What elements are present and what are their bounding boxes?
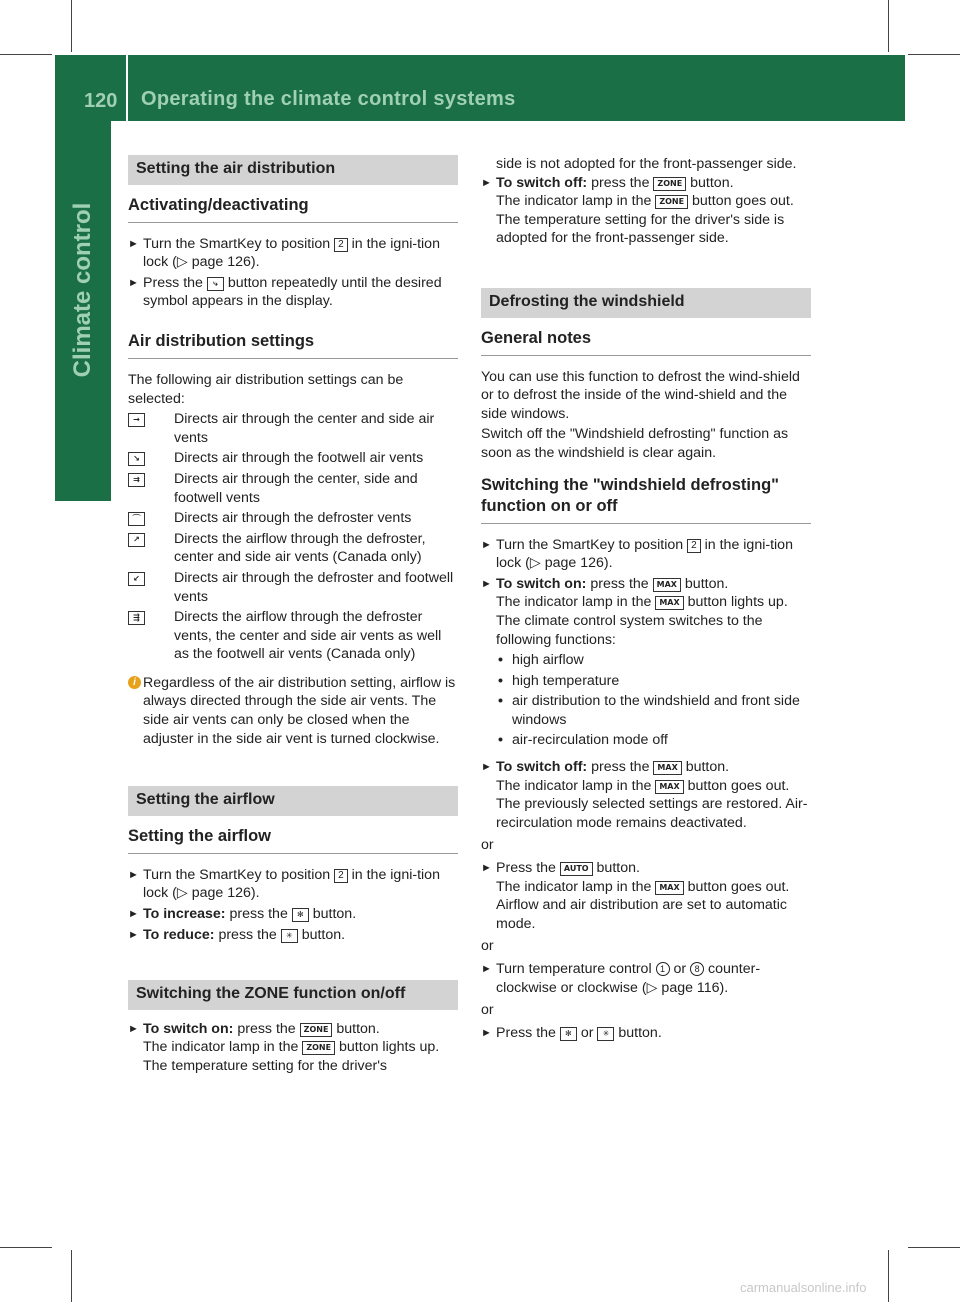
all-vents-icon: ⇶	[128, 611, 145, 625]
bullet-item: • air distribution to the windshield and front side windows	[498, 693, 800, 728]
watermark: carmanualsonline.info	[740, 1280, 867, 1295]
control-number-icon: 1	[656, 962, 670, 976]
step: ► To reduce: press the ✳ button.	[128, 926, 346, 943]
defroster-footwell-vents-icon: ↙	[128, 572, 145, 586]
subheading-general-notes: General notes	[481, 328, 811, 356]
max-defrost-icon: MAX	[655, 596, 683, 610]
step: ► To switch off: press the MAX button. The indicator lamp in the MAX button goes out. The previously selected settings are restored. Air-recirculation mode remains deactivated.	[481, 759, 808, 831]
section-title-airflow: Setting the airflow	[128, 786, 458, 816]
info-icon: i	[128, 676, 141, 689]
intro-text: The following air distribution settings can be selected:	[128, 371, 404, 407]
crop-mark	[888, 0, 889, 52]
crop-mark	[71, 0, 72, 52]
control-number-icon: 8	[690, 962, 704, 976]
defroster-center-vents-icon: ↗	[128, 533, 145, 547]
step: ► To switch off: press the ZONE button. The indicator lamp in the ZONE button goes out. The temperature setting for the driver's side is adopted for the front-passenger side.	[481, 174, 794, 247]
zone-icon: ZONE	[653, 177, 686, 191]
arrow-icon: ►	[128, 276, 139, 289]
key-position-icon: 2	[334, 238, 348, 252]
step: ► To switch on: press the MAX button. The indicator lamp in the MAX button lights up. The climate control system switches to the following functions:	[481, 575, 788, 648]
distribution-item: → Directs air through the center and side air vents	[128, 410, 458, 447]
step: ► Turn the SmartKey to position 2 in the igni-tion lock (▷ page 126).	[128, 866, 440, 902]
crop-mark	[0, 1247, 52, 1248]
max-defrost-icon: MAX	[653, 761, 681, 775]
fan-down-icon: ✳	[597, 1027, 614, 1041]
distribution-item: ↗ Directs the airflow through the defroster, center and side air vents (Canada only)	[128, 530, 458, 567]
or-text: or	[481, 1002, 494, 1019]
step: ► Turn the SmartKey to position 2 in the igni-tion lock (▷ page 126).	[128, 235, 440, 271]
arrow-icon: ►	[128, 237, 139, 250]
header-separator	[126, 55, 128, 121]
section-title-defrost: Defrosting the windshield	[481, 288, 811, 318]
zone-icon: ZONE	[300, 1023, 333, 1037]
paragraph: Switch off the "Windshield defrosting" function as soon as the windshield is clear again.	[481, 426, 789, 461]
distribution-item: ↘ Directs air through the footwell air vents	[128, 449, 458, 468]
step: ► Press the ✻ or ✳ button.	[481, 1024, 662, 1041]
center-side-vents-icon: →	[128, 413, 145, 427]
defroster-vents-icon: ⌒	[128, 512, 145, 526]
subheading-setting-airflow: Setting the airflow	[128, 826, 458, 854]
step: ► Turn temperature control 1 or 8 counter-clockwise or clockwise (▷ page 116).	[481, 961, 761, 996]
left-column	[128, 155, 458, 1078]
continued-text: side is not adopted for the front-passenger side.	[496, 156, 797, 172]
distribution-item: ⇉ Directs air through the center, side and footwell vents	[128, 470, 458, 507]
step: ► Press the AUTO button. The indicator lamp in the MAX button goes out. Airflow and air distribution are set to automatic mode.	[481, 860, 790, 932]
max-defrost-icon: MAX	[655, 881, 683, 895]
crop-mark	[888, 1250, 889, 1302]
zone-icon: ZONE	[655, 195, 688, 209]
crop-mark	[908, 54, 960, 55]
distribution-item: ↙ Directs air through the defroster and footwell vents	[128, 569, 458, 606]
step: ► Press the ⤷ button repeatedly until the desired symbol appears in the display.	[128, 274, 442, 310]
subheading-windshield-defrosting: Switching the "windshield defrosting" function on or off	[481, 475, 811, 524]
right-column	[481, 155, 811, 1044]
arrow-icon: ►	[481, 862, 492, 875]
distribution-item: ⇶ Directs the airflow through the defroster vents, the center and side air vents as well as the footwell air vents (Canada only)	[128, 608, 458, 664]
max-defrost-icon: MAX	[653, 578, 681, 592]
subheading-air-distribution-settings: Air distribution settings	[128, 331, 458, 359]
fan-down-icon: ✳	[281, 929, 298, 943]
zone-icon: ZONE	[302, 1041, 335, 1055]
arrow-icon: ►	[481, 176, 492, 189]
crop-mark	[908, 1247, 960, 1248]
bullet-item: • high airflow	[498, 652, 584, 669]
arrow-icon: ►	[481, 538, 492, 551]
or-text: or	[481, 837, 494, 854]
max-defrost-icon: MAX	[655, 780, 683, 794]
subheading-activating: Activating/deactivating	[128, 195, 458, 223]
paragraph: You can use this function to defrost the wind-shield or to defrost the inside of the wind-shield and the side windows.	[481, 368, 800, 422]
arrow-icon: ►	[481, 1026, 492, 1039]
center-footwell-vents-icon: ⇉	[128, 473, 145, 487]
bullet-item: • high temperature	[498, 672, 620, 689]
arrow-icon: ►	[481, 963, 492, 975]
step: ► To switch on: press the ZONE button. The indicator lamp in the ZONE button lights up. The temperature setting for the driver's	[128, 1020, 440, 1074]
arrow-icon: ►	[128, 1022, 139, 1035]
side-tab-label: Climate control	[69, 202, 96, 378]
crop-mark	[71, 1250, 72, 1302]
arrow-icon: ►	[481, 761, 492, 774]
key-position-icon: 2	[687, 539, 701, 553]
info-note: i Regardless of the air distribution setting, airflow is always directed through the side air vents. The side air vents can only be closed when the adjuster in the side air vent is turned clockwise.	[128, 674, 458, 748]
distribution-item: ⌒ Directs air through the defroster vents	[128, 509, 458, 528]
footwell-vents-icon: ↘	[128, 452, 145, 466]
auto-icon: AUTO	[560, 862, 593, 876]
step: ► To increase: press the ✻ button.	[128, 906, 357, 923]
arrow-icon: ►	[481, 577, 492, 590]
crop-mark	[0, 54, 52, 55]
bullet-item: • air-recirculation mode off	[498, 732, 668, 749]
section-title-zone: Switching the ZONE function on/off	[128, 980, 458, 1010]
key-position-icon: 2	[334, 869, 348, 883]
arrow-icon: ►	[128, 928, 139, 941]
page-title: Operating the climate control systems	[141, 88, 516, 110]
arrow-icon: ►	[128, 908, 139, 921]
or-text: or	[481, 938, 494, 955]
fan-up-icon: ✻	[292, 908, 309, 922]
air-distribution-icon: ⤷	[207, 277, 224, 291]
step: ► Turn the SmartKey to position 2 in the igni-tion lock (▷ page 126).	[481, 536, 793, 572]
arrow-icon: ►	[128, 868, 139, 881]
section-title-air-distribution: Setting the air distribution	[128, 155, 458, 185]
page-number: 120	[84, 90, 118, 112]
fan-up-icon: ✻	[560, 1027, 577, 1041]
